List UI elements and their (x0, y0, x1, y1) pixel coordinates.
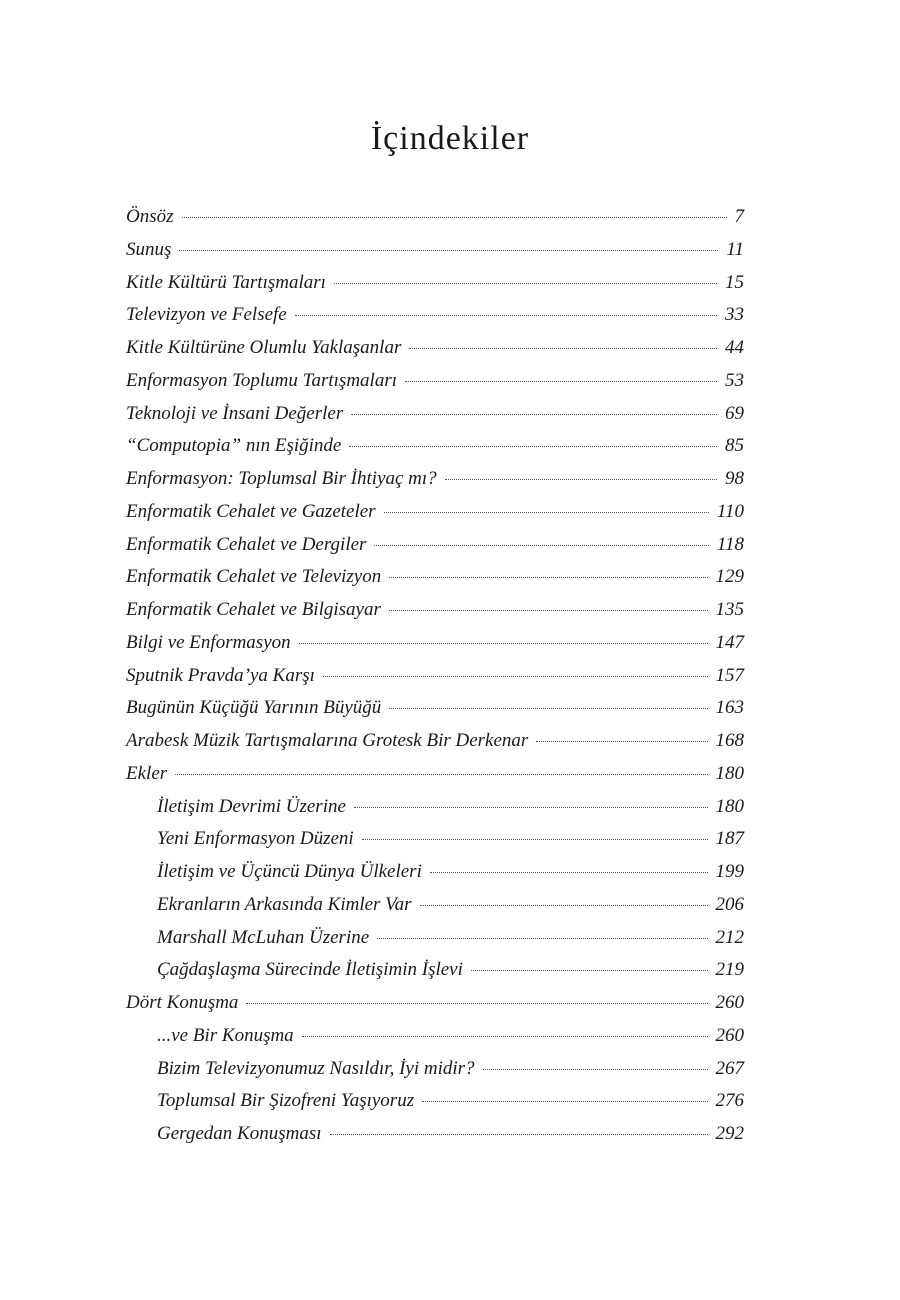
entry-title: Enformatik Cehalet ve Bilgisayar (126, 599, 381, 620)
entry-page-number: 129 (715, 566, 744, 588)
dot-leader (246, 1003, 707, 1004)
entry-page-number: 292 (715, 1123, 744, 1144)
entry-title: İletişim ve Üçüncü Dünya Ülkeleri (157, 861, 422, 882)
dot-leader (295, 315, 717, 316)
dot-leader (389, 708, 707, 709)
toc-entry[interactable] (126, 599, 744, 632)
dot-leader (377, 938, 707, 939)
toc-subentry[interactable] (126, 1058, 744, 1091)
entry-page-number: 53 (725, 369, 744, 391)
entry-title: Yeni Enformasyon Düzeni (157, 828, 354, 850)
dot-leader (334, 283, 717, 284)
entry-page-number: 118 (716, 533, 744, 555)
toc-entry[interactable] (126, 468, 744, 501)
entry-page-number: 85 (725, 435, 744, 457)
entry-title: Enformasyon Toplumu Tartışmaları (126, 369, 397, 391)
entry-title: Enformatik Cehalet ve Televizyon (126, 566, 382, 588)
toc-entry[interactable] (126, 370, 744, 403)
entry-page-number: 187 (715, 828, 744, 850)
toc-entry[interactable] (126, 534, 744, 567)
entry-page-number: 135 (715, 599, 744, 620)
toc-entry[interactable] (126, 239, 744, 272)
dot-leader (420, 905, 708, 906)
toc-subentry[interactable] (126, 1025, 744, 1058)
toc-subentry[interactable] (126, 861, 744, 894)
entry-title: Gergedan Konuşması (157, 1123, 322, 1144)
entry-page-number: 199 (715, 861, 744, 882)
dot-leader (374, 545, 708, 546)
toc-entry[interactable] (126, 403, 744, 436)
dot-leader (330, 1134, 708, 1135)
entry-title: Marshall McLuhan Üzerine (157, 926, 370, 948)
entry-page-number: 260 (715, 992, 744, 1013)
toc-entry[interactable] (126, 501, 744, 534)
toc-entry[interactable] (126, 763, 744, 796)
entry-title: Toplumsal Bir Şizofreni Yaşıyoruz (157, 1090, 415, 1112)
dot-leader (483, 1069, 708, 1070)
dot-leader (389, 610, 708, 611)
dot-leader (536, 741, 707, 742)
entry-title: Enformatik Cehalet ve Gazeteler (126, 500, 376, 522)
entry-page-number: 15 (725, 271, 744, 293)
dot-leader (389, 577, 707, 578)
dot-leader (349, 446, 717, 447)
dot-leader (182, 217, 727, 218)
dot-leader (175, 774, 707, 775)
entry-page-number: 168 (715, 730, 744, 751)
toc-subentry[interactable] (126, 959, 744, 992)
entry-page-number: 11 (726, 238, 744, 260)
entry-title: ...ve Bir Konuşma (157, 1024, 294, 1046)
entry-title: Enformasyon: Toplumsal Bir İhtiyaç mı? (126, 468, 437, 489)
entry-page-number: 163 (715, 697, 744, 719)
entry-page-number: 180 (715, 762, 744, 784)
entry-page-number: 147 (715, 631, 744, 653)
toc-subentry[interactable] (126, 1090, 744, 1123)
toc-entry[interactable] (126, 730, 744, 763)
dot-leader (351, 414, 717, 415)
entry-title: Teknoloji ve İnsani Değerler (126, 402, 344, 424)
entry-page-number: 206 (715, 893, 744, 915)
toc-entry[interactable] (126, 992, 744, 1025)
dot-leader (405, 381, 717, 382)
dot-leader (302, 1036, 708, 1037)
dot-leader (299, 643, 708, 644)
dot-leader (422, 1101, 707, 1102)
toc-subentry[interactable] (126, 828, 744, 861)
entry-title: Dört Konuşma (126, 992, 239, 1013)
entry-page-number: 260 (715, 1024, 744, 1046)
toc-subentry[interactable] (126, 1123, 744, 1156)
dot-leader (471, 970, 708, 971)
dot-leader (430, 872, 708, 873)
entry-title: Ekler (126, 762, 168, 784)
entry-title: Enformatik Cehalet ve Dergiler (126, 533, 367, 555)
entry-title: Önsöz (126, 206, 174, 227)
toc-entry[interactable] (126, 206, 744, 239)
table-of-contents (126, 206, 744, 1156)
entry-title: “Computopia” nın Eşiğinde (126, 435, 342, 457)
entry-title: İletişim Devrimi Üzerine (157, 795, 346, 817)
entry-title: Sunuş (126, 238, 172, 260)
entry-title: Bugünün Küçüğü Yarının Büyüğü (126, 697, 382, 719)
toc-subentry[interactable] (126, 927, 744, 960)
toc-entry[interactable] (126, 435, 744, 468)
dot-leader (362, 839, 708, 840)
dot-leader (179, 250, 718, 251)
toc-entry[interactable] (126, 697, 744, 730)
entry-title: Kitle Kültürü Tartışmaları (126, 271, 326, 293)
dot-leader (323, 676, 708, 677)
entry-title: Çağdaşlaşma Sürecinde İletişimin İşlevi (157, 959, 463, 981)
entry-title: Sputnik Pravda’ya Karşı (126, 664, 315, 686)
entry-page-number: 44 (725, 337, 744, 358)
entry-page-number: 212 (715, 926, 744, 948)
entry-title: Televizyon ve Felsefe (126, 304, 287, 326)
entry-page-number: 267 (715, 1057, 744, 1079)
entry-page-number: 69 (725, 402, 744, 424)
entry-page-number: 219 (715, 959, 744, 981)
toc-entry[interactable] (126, 566, 744, 599)
toc-entry[interactable] (126, 632, 744, 665)
dot-leader (445, 479, 717, 480)
entry-page-number: 180 (715, 795, 744, 817)
toc-entry[interactable] (126, 665, 744, 698)
entry-title: Arabesk Müzik Tartışmalarına Grotesk Bir Derkenar (126, 730, 529, 751)
toc-subentry[interactable] (126, 796, 744, 829)
toc-entry[interactable] (126, 272, 744, 305)
entry-page-number: 157 (715, 664, 744, 686)
entry-title: Bizim Televizyonumuz Nasıldır, İyi midir? (157, 1057, 475, 1079)
entry-title: Kitle Kültürüne Olumlu Yaklaşanlar (126, 337, 402, 358)
entry-page-number: 33 (725, 304, 744, 326)
toc-subentry[interactable] (126, 894, 744, 927)
dot-leader (384, 512, 709, 513)
dot-leader (354, 807, 708, 808)
entry-page-number: 276 (715, 1090, 744, 1112)
entry-page-number: 98 (725, 468, 744, 489)
entry-title: Ekranların Arkasında Kimler Var (157, 893, 412, 915)
toc-entry[interactable] (126, 337, 744, 370)
dot-leader (409, 348, 717, 349)
page-title: İçindekiler (370, 120, 530, 157)
toc-entry[interactable] (126, 304, 744, 337)
entry-title: Bilgi ve Enformasyon (126, 631, 291, 653)
entry-page-number: 7 (734, 206, 744, 227)
entry-page-number: 110 (716, 500, 744, 522)
